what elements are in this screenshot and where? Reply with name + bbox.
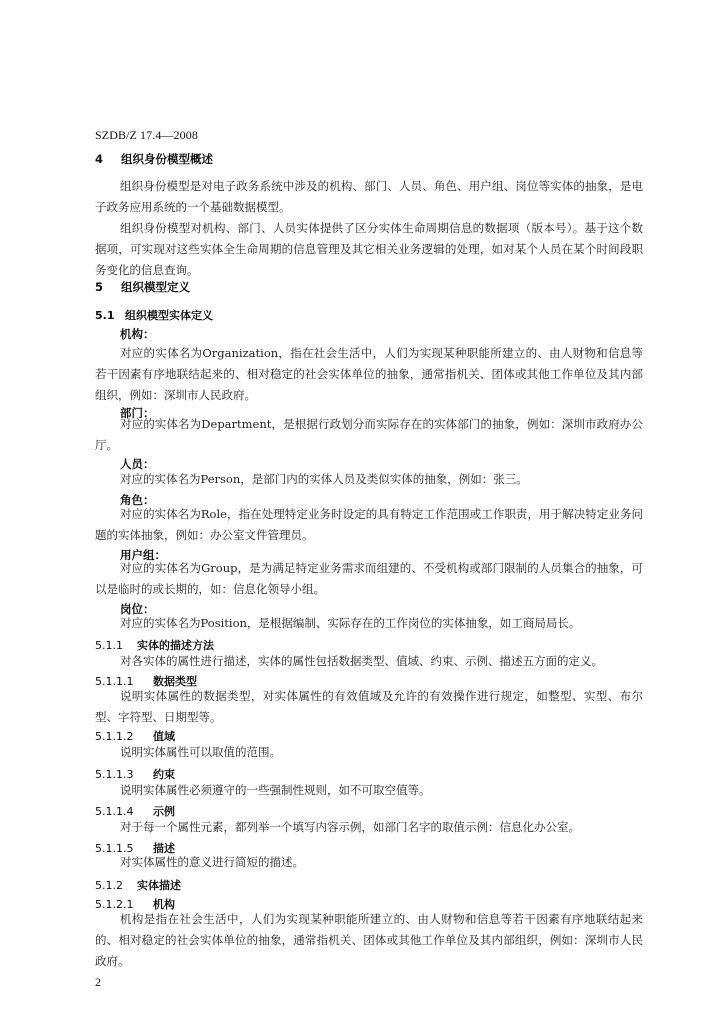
section-number: 5.1.1 bbox=[95, 639, 123, 652]
section-number: 5.1.1.4 bbox=[95, 805, 134, 818]
section-4-paragraph-1: 组织身份模型是对电子政务系统中涉及的机构、部门、人员、角色、用户组、岗位等实体的抽象，是电子政务应用系统的一个基础数据模型。 bbox=[95, 179, 643, 214]
entity-label-group: 用户组： bbox=[120, 548, 166, 562]
section-title: 组织模型定义 bbox=[121, 280, 190, 294]
section-title: 组织模型实体定义 bbox=[125, 309, 213, 322]
entity-label-role: 角色： bbox=[120, 493, 155, 507]
entity-text-group: 对应的实体名为Group，是为满足特定业务需求而组建的、不受机构或部门限制的人员集合的抽象，可以是临时的或长期的，如：信息化领导小组。 bbox=[95, 561, 643, 596]
section-5-1-1-1-text: 说明实体属性的数据类型，对实体属性的有效值域及允许的有效操作进行规定，如整型、实型、布尔型、字符型、日期型等。 bbox=[95, 689, 643, 724]
entity-label-organization: 机构： bbox=[120, 327, 155, 341]
section-5-1-1-2-text: 说明实体属性可以取值的范围。 bbox=[120, 745, 281, 759]
entity-label-position: 岗位： bbox=[120, 602, 155, 616]
section-number: 5.1.1.3 bbox=[95, 768, 134, 781]
page-number: 2 bbox=[95, 975, 101, 989]
entity-label-person: 人员： bbox=[120, 457, 155, 471]
entity-text-position: 对应的实体名为Position，是根据编制、实际存在的工作岗位的实体抽象，如工商局局长。 bbox=[120, 616, 581, 630]
entity-label-department: 部门： bbox=[120, 406, 155, 420]
section-title: 值域 bbox=[153, 730, 175, 743]
section-5-heading bbox=[95, 279, 190, 295]
section-5-1-1-3-text: 说明实体属性必须遵守的一些强制性规则，如不可取空值等。 bbox=[120, 783, 431, 797]
section-5-1-2-1-text: 机构是指在社会生活中，人们为实现某种职能所建立的、由人财物和信息等若干因素有序地联结起来的、相对稳定的社会实体单位的抽象，通常指机关、团体或其他工作单位及其内部组织，例如：深圳市人民政府。 bbox=[95, 912, 643, 968]
section-number: 4 bbox=[95, 152, 104, 166]
section-5-1-2-heading bbox=[95, 877, 181, 893]
section-number: 5.1.1.1 bbox=[95, 675, 134, 688]
section-title: 实体的描述方法 bbox=[137, 639, 214, 652]
section-title: 约束 bbox=[153, 768, 175, 781]
section-4-paragraph-2: 组织身份模型对机构、部门、人员实体提供了区分实体生命周期信息的数据项（版本号）。基于这个数据项，可实现对这些实体全生命周期的信息管理及其它相关业务逻辑的处理，如对某个人员在某个时间段职务变化的信息查询。 bbox=[95, 221, 643, 277]
section-title: 实体描述 bbox=[137, 879, 181, 892]
section-number: 5.1.1.5 bbox=[95, 842, 134, 855]
entity-text-department: 对应的实体名为Department，是根据行政划分而实际存在的实体部门的抽象，例如：深圳市政府办公厅。 bbox=[95, 417, 643, 452]
section-number: 5 bbox=[95, 280, 104, 294]
section-5-1-1-text: 对各实体的属性进行描述，实体的属性包括数据类型、值域、约束、示例、描述五方面的定义。 bbox=[120, 654, 603, 668]
section-number: 5.1 bbox=[95, 309, 115, 322]
section-number: 5.1.1.2 bbox=[95, 730, 134, 743]
section-5-1-1-5-text: 对实体属性的意义进行简短的描述。 bbox=[120, 855, 304, 869]
entity-text-person: 对应的实体名为Person，是部门内的实体人员及类似实体的抽象，例如：张三。 bbox=[120, 472, 528, 486]
document-code: SZDB/Z 17.4—2008 bbox=[95, 128, 198, 142]
section-title: 机构 bbox=[153, 898, 175, 911]
section-title: 描述 bbox=[153, 842, 175, 855]
section-number: 5.1.2 bbox=[95, 879, 123, 892]
section-title: 示例 bbox=[153, 805, 175, 818]
entity-text-organization: 对应的实体名为Organization，指在社会生活中，人们为实现某种职能所建立的、由人财物和信息等若干因素有序地联结起来的、相对稳定的社会实体单位的抽象，通常指机关、团体或其他工作单位及其内部组织，例如：深圳市人民政府。 bbox=[95, 346, 643, 402]
section-4-heading bbox=[95, 151, 213, 167]
section-5-1-1-4-text: 对于每一个属性元素，都列举一个填写内容示例，如部门名字的取值示例：信息化办公室。 bbox=[120, 820, 580, 834]
section-title: 数据类型 bbox=[153, 675, 197, 688]
section-5-1-heading bbox=[95, 307, 213, 323]
section-title: 组织身份模型概述 bbox=[121, 152, 213, 166]
section-number: 5.1.2.1 bbox=[95, 898, 134, 911]
entity-text-role: 对应的实体名为Role，指在处理特定业务时设定的具有特定工作范围或工作职责，用于解决特定业务问题的实体抽象，例如：办公室文件管理员。 bbox=[95, 507, 643, 542]
